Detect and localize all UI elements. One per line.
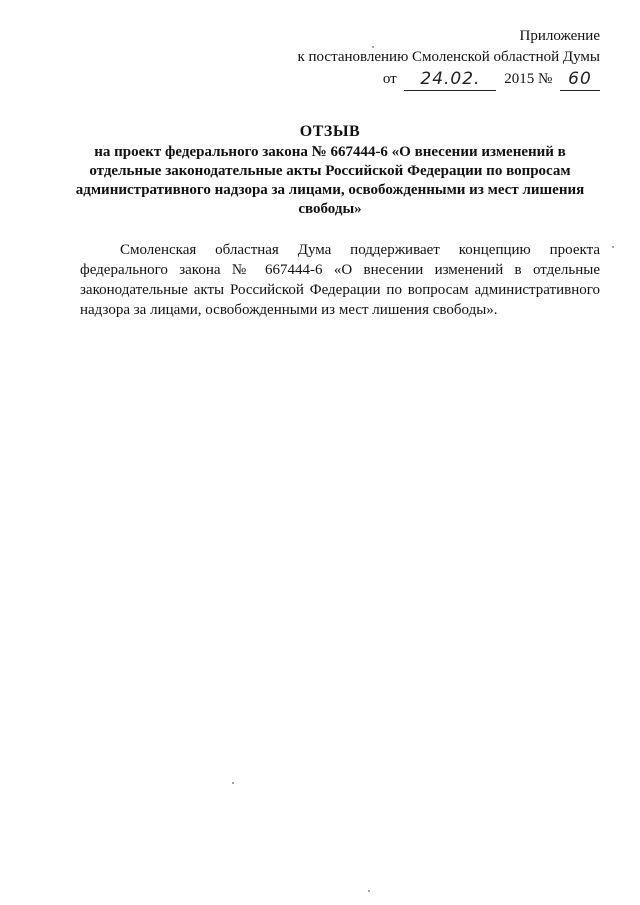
date-prefix: от [382, 71, 397, 87]
year-number-label: 2015 № [504, 71, 553, 87]
scan-speck [612, 246, 614, 248]
scan-speck [368, 890, 370, 892]
document-subtitle: на проект федерального закона № 667444-6 «О внесении изменений в отдельные законодательные акты Российской Федерации по вопросам административного надзора за лицами, освобожденными из мест лишения свободы» [75, 144, 585, 217]
scan-speck [372, 46, 374, 48]
appendix-date-line [297, 68, 600, 91]
document-heading: ОТЗЫВ [299, 123, 361, 140]
scan-speck [232, 782, 234, 784]
document-body: Смоленская областная Дума поддерживает концепцию проекта федерального закона № 667444-6 «О внесении изменений в отдельные законодательные акты Российской Федерации по вопросам административного надзора за лицами, освобожденными из мест лишения свободы». [80, 242, 600, 318]
number-field [560, 68, 600, 91]
document-title-block [70, 122, 590, 219]
handwritten-number: 60 [568, 69, 592, 89]
date-field [404, 68, 496, 91]
appendix-reference: к постановлению Смоленской областной Думы [297, 49, 600, 65]
handwritten-date: 24.02. [420, 69, 481, 89]
appendix-title: Приложение [519, 28, 600, 44]
appendix-header [297, 26, 600, 91]
